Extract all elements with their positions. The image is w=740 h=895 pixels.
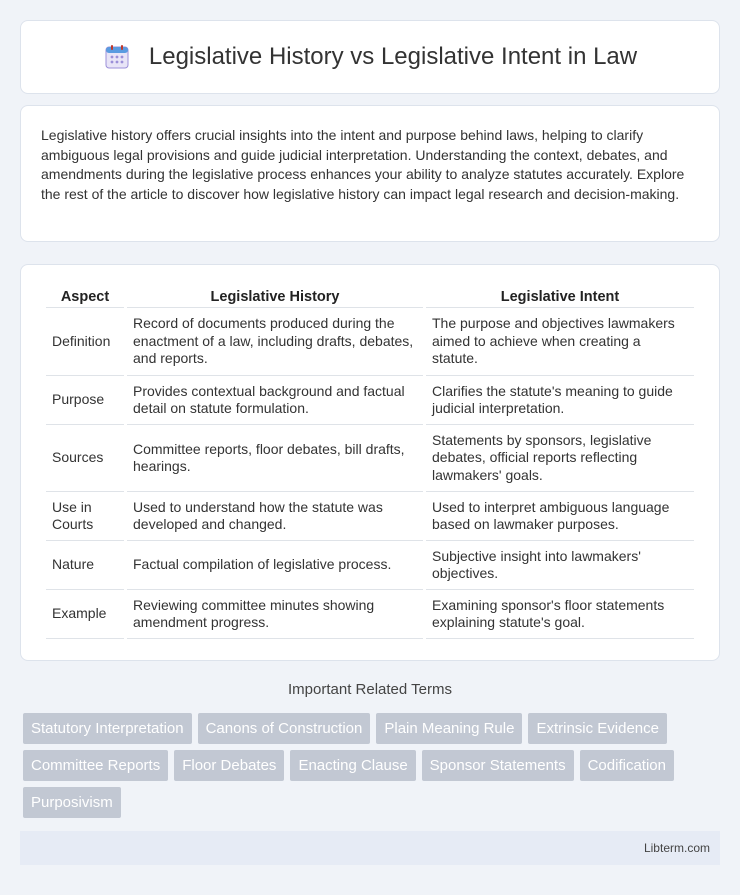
aspect-cell: Nature — [46, 541, 124, 590]
aspect-cell: Definition — [46, 308, 124, 376]
header-legislative-intent: Legislative Intent — [426, 285, 694, 308]
table-row — [46, 376, 694, 425]
related-term-tag[interactable]: Plain Meaning Rule — [376, 713, 522, 744]
table-row — [46, 492, 694, 541]
related-term-tag[interactable]: Codification — [580, 750, 674, 781]
intent-cell: Subjective insight into lawmakers' objectives. — [426, 541, 694, 590]
comparison-card — [20, 264, 720, 661]
comparison-table — [43, 285, 697, 639]
footer-site-link[interactable]: Libterm.com — [643, 841, 710, 855]
aspect-cell: Purpose — [46, 376, 124, 425]
aspect-cell: Sources — [46, 425, 124, 492]
calendar-icon — [103, 43, 131, 71]
related-term-tag[interactable]: Statutory Interpretation — [23, 713, 192, 744]
header-card — [20, 20, 720, 94]
history-cell: Reviewing committee minutes showing amendment progress. — [127, 590, 423, 639]
related-term-tag[interactable]: Canons of Construction — [198, 713, 371, 744]
aspect-cell: Use in Courts — [46, 492, 124, 541]
history-cell: Used to understand how the statute was developed and changed. — [127, 492, 423, 541]
table-row — [46, 308, 694, 376]
page-title: Legislative History vs Legislative Intent in Law — [148, 43, 638, 70]
intent-cell: Used to interpret ambiguous language based on lawmaker purposes. — [426, 492, 694, 541]
table-row — [46, 541, 694, 590]
table-row — [46, 425, 694, 492]
related-term-tag[interactable]: Purposivism — [23, 787, 121, 818]
intro-card — [20, 105, 720, 242]
footer — [20, 831, 720, 865]
intro-text: Legislative history offers crucial insights into the intent and purpose behind laws, helping to clarify ambiguous legal provisions and guide judicial interpretation. Understanding the context, debates, and amendments during the legislative process enhances your ability to analyze statutes accurately. Explore the rest of the article to discover how legislative history can impact legal research and decision-making. — [41, 127, 685, 202]
related-term-tag[interactable]: Floor Debates — [174, 750, 284, 781]
related-term-tag[interactable]: Committee Reports — [23, 750, 168, 781]
history-cell: Provides contextual background and factual detail on statute formulation. — [127, 376, 423, 425]
intent-cell: The purpose and objectives lawmakers aimed to achieve when creating a statute. — [426, 308, 694, 376]
header-aspect: Aspect — [46, 285, 124, 308]
aspect-cell: Example — [46, 590, 124, 639]
related-terms-list — [23, 713, 723, 824]
intent-cell: Clarifies the statute's meaning to guide judicial interpretation. — [426, 376, 694, 425]
history-cell: Factual compilation of legislative process. — [127, 541, 423, 590]
table-header-row — [46, 285, 694, 308]
intent-cell: Statements by sponsors, legislative debates, official reports reflecting lawmakers' goals. — [426, 425, 694, 492]
history-cell: Committee reports, floor debates, bill drafts, hearings. — [127, 425, 423, 492]
related-term-tag[interactable]: Extrinsic Evidence — [528, 713, 667, 744]
related-terms-title: Important Related Terms — [288, 681, 452, 698]
table-row — [46, 590, 694, 639]
header-legislative-history: Legislative History — [127, 285, 423, 308]
related-term-tag[interactable]: Enacting Clause — [290, 750, 415, 781]
history-cell: Record of documents produced during the enactment of a law, including drafts, debates, and reports. — [127, 308, 423, 376]
related-term-tag[interactable]: Sponsor Statements — [422, 750, 574, 781]
intent-cell: Examining sponsor's floor statements explaining statute's goal. — [426, 590, 694, 639]
